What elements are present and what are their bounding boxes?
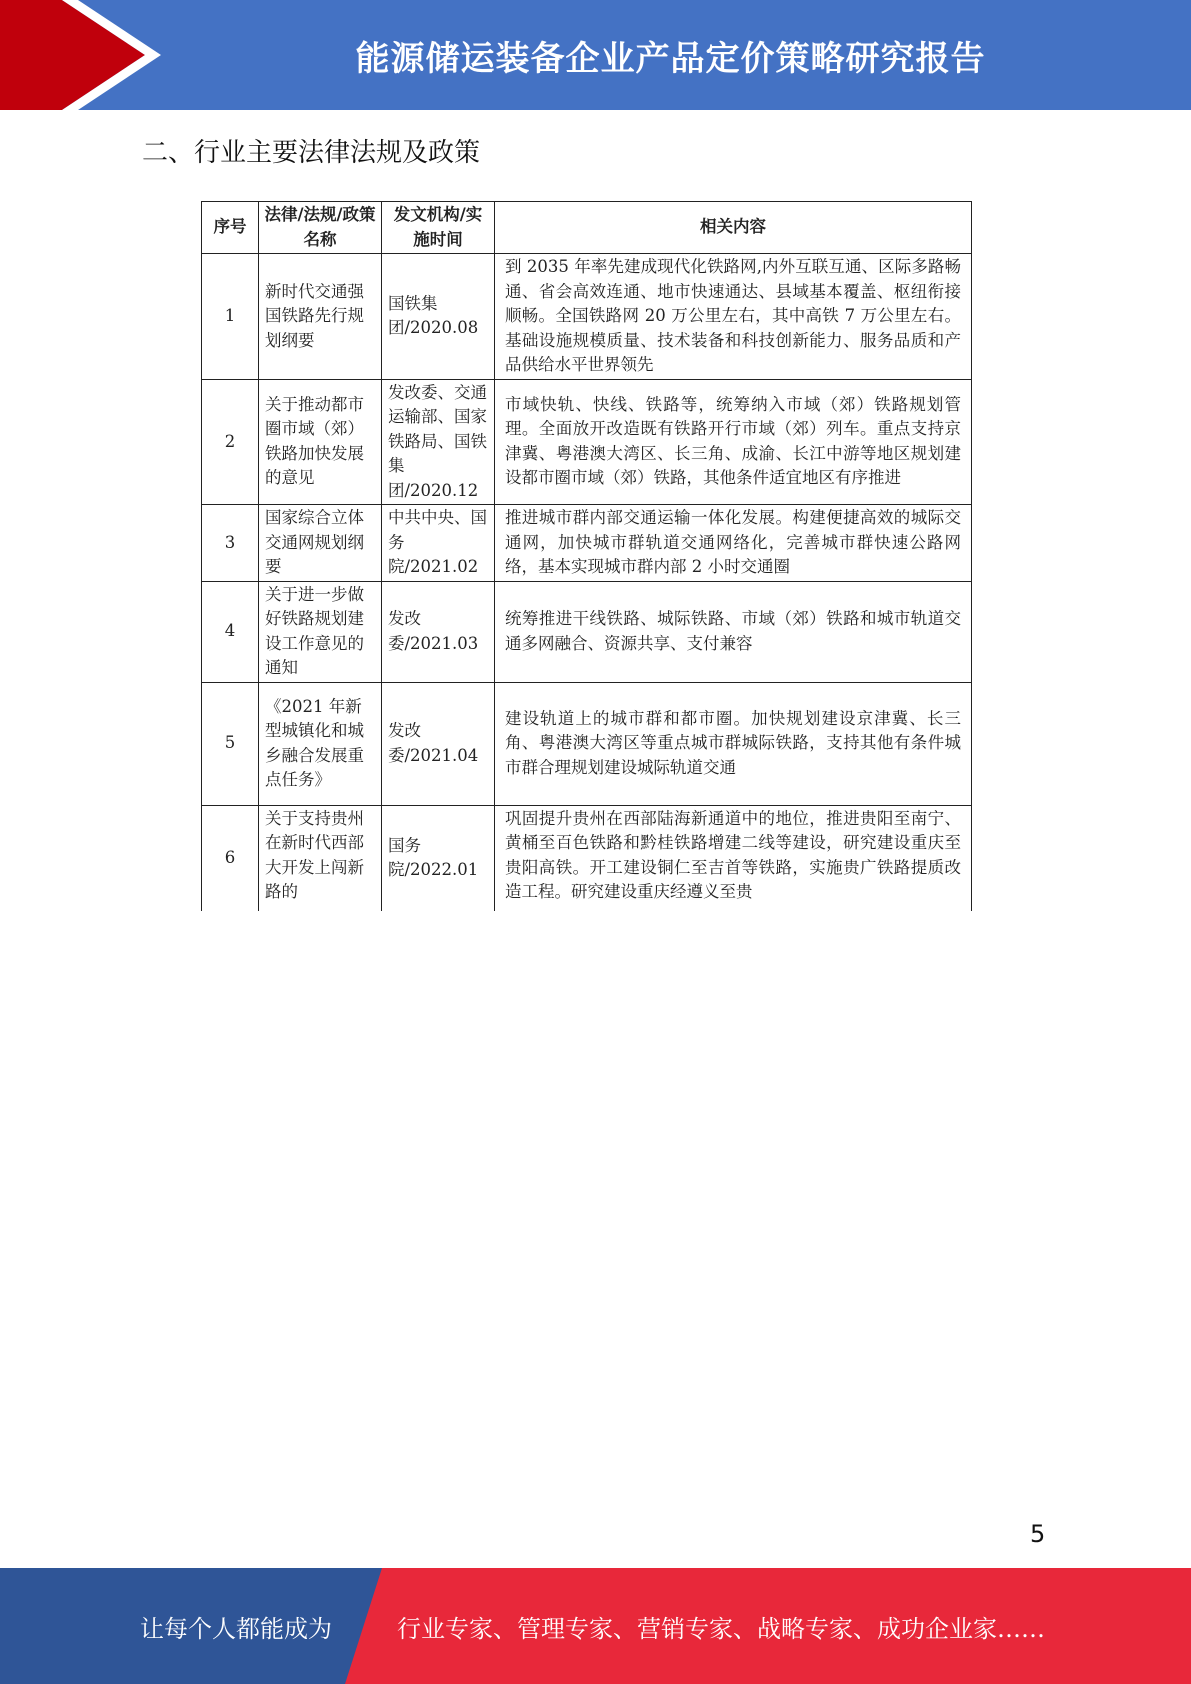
row-name: 新时代交通强国铁路先行规划纲要 (259, 254, 382, 380)
row-issuer: 中共中央、国务院/2021.02 (382, 505, 495, 582)
row-name-text: 关于支持贵州在新时代西部大开发上闯新路的 (265, 808, 364, 901)
table-row (202, 505, 972, 582)
report-title: 能源储运装备企业产品定价策略研究报告 (355, 38, 986, 79)
row-issuer: 发改委/2021.04 (382, 682, 495, 805)
header-arrow-shape (0, 0, 145, 110)
row-content: 到 2035 年率先建成现代化铁路网,内外互联互通、区际多路畅通、省会高效连通、地市快速通达、县域基本覆盖、枢纽衔接顺畅。全国铁路网 20 万公里左右，其中高铁 7 万公里左右。基础设施规模质量、技术装备和科技创新能力、服务品质和产品供给水平世界领先 (495, 254, 972, 380)
table-row (202, 682, 972, 805)
row-seq: 2 (202, 379, 259, 505)
row-name: 关于推动都市圈市域（郊）铁路加快发展的意见 (259, 379, 382, 505)
row-seq: 3 (202, 505, 259, 582)
header-content: 相关内容 (495, 202, 972, 254)
row-content (495, 805, 972, 911)
policy-table (201, 201, 972, 911)
row-seq: 5 (202, 682, 259, 805)
row-name (259, 805, 382, 911)
row-seq: 6 (202, 805, 259, 911)
header-seq: 序号 (202, 202, 259, 254)
table-row (202, 805, 972, 911)
row-content: 市域快轨、快线、铁路等，统筹纳入市域（郊）铁路规划管理。全面放开改造既有铁路开行市域（郊）列车。重点支持京津冀、粤港澳大湾区、长三角、成渝、长江中游等地区规划建设都市圈市域（郊）铁路，其他条件适宜地区有序推进 (495, 379, 972, 505)
row-content: 建设轨道上的城市群和都市圈。加快规划建设京津冀、长三角、粤港澳大湾区等重点城市群城际铁路，支持其他有条件城市群合理规划建设城际轨道交通 (495, 682, 972, 805)
footer-slogan-left: 让每个人都能成为 (140, 1614, 332, 1643)
row-issuer: 发改委、交通运输部、国家铁路局、国铁集团/2020.12 (382, 379, 495, 505)
table-row (202, 379, 972, 505)
footer-slogan-right: 行业专家、管理专家、营销专家、战略专家、成功企业家…… (397, 1614, 1045, 1643)
row-content-text: 巩固提升贵州在西部陆海新通道中的地位，推进贵阳至南宁、黄桶至百色铁路和黔桂铁路增建二线等建设，研究建设重庆至贵阳高铁。开工建设铜仁至吉首等铁路，实施贵广铁路提质改造工程。研究建设重庆经遵义至贵 (505, 808, 961, 901)
page-number: 5 (1030, 1520, 1046, 1548)
page-footer (0, 1568, 1191, 1684)
header-issuer: 发文机构/实施时间 (382, 202, 495, 254)
row-seq: 4 (202, 581, 259, 682)
row-issuer: 国务院/2022.01 (382, 805, 495, 911)
row-issuer: 发改委/2021.03 (382, 581, 495, 682)
table-row (202, 254, 972, 380)
row-seq: 1 (202, 254, 259, 380)
row-content: 统筹推进干线铁路、城际铁路、市域（郊）铁路和城市轨道交通多网融合、资源共享、支付兼容 (495, 581, 972, 682)
row-name: 关于进一步做好铁路规划建设工作意见的通知 (259, 581, 382, 682)
row-issuer: 国铁集团/2020.08 (382, 254, 495, 380)
header-name: 法律/法规/政策名称 (259, 202, 382, 254)
section-heading: 二、行业主要法律法规及政策 (142, 138, 481, 168)
page-header (0, 0, 1191, 110)
row-name: 《2021 年新型城镇化和城乡融合发展重点任务》 (259, 682, 382, 805)
table-header-row (202, 202, 972, 254)
table-row (202, 581, 972, 682)
row-name: 国家综合立体交通网规划纲要 (259, 505, 382, 582)
row-content: 推进城市群内部交通运输一体化发展。构建便捷高效的城际交通网，加快城市群轨道交通网络化，完善城市群快速公路网络，基本实现城市群内部 2 小时交通圈 (495, 505, 972, 582)
